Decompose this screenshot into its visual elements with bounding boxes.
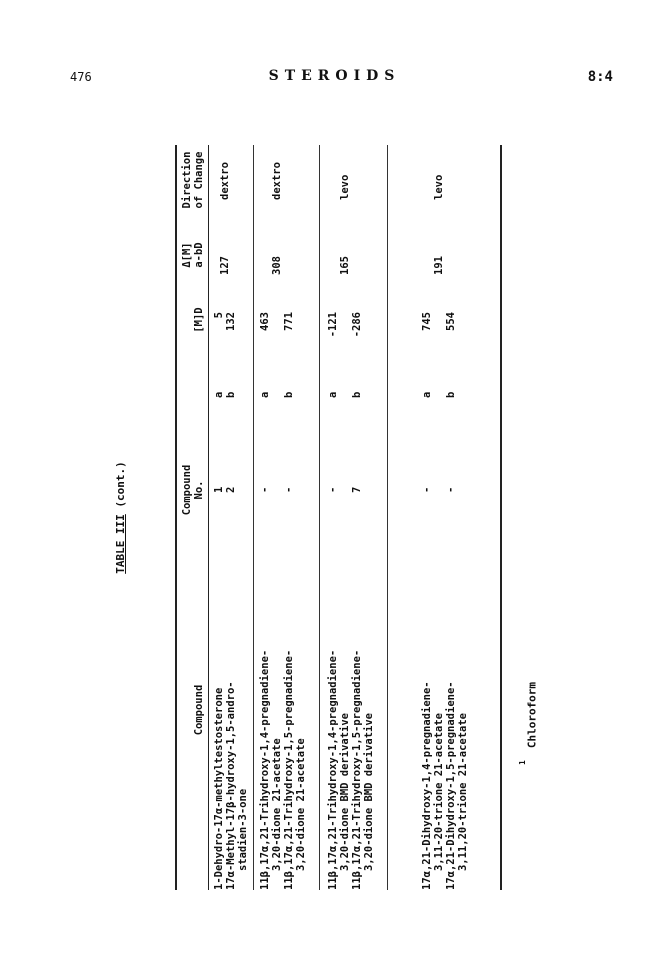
running-head: STEROIDS <box>268 68 401 84</box>
group-rule <box>319 145 320 890</box>
page-number: 476 <box>70 70 92 84</box>
header-compound: Compound <box>193 684 205 736</box>
compound-no-cell: - - <box>259 486 295 493</box>
letter-cell: a b <box>421 391 457 398</box>
letter-cell: a b <box>327 391 363 398</box>
direction-cell: levo <box>339 174 351 200</box>
delta-cell: 127 <box>219 256 231 275</box>
md-cell: 463 771 <box>259 312 295 331</box>
letter-cell: a b <box>213 391 237 398</box>
compound-cell: 11β,17α,21-Trihydroxy-1,4-pregnadiene- 3,20-dione BMD derivative 11β,17α,21-Trihydroxy-1,5-pregnadiene- 3,20-dione BMD derivative <box>327 649 375 890</box>
table-caption <box>115 145 127 890</box>
header-delta <box>181 220 205 290</box>
letter-cell: a b <box>259 391 295 398</box>
table-number: TABLE III <box>114 514 127 574</box>
header-direction-line1: Direction <box>181 151 193 209</box>
delta-cell: 191 <box>433 256 445 275</box>
group-rule <box>387 145 388 890</box>
header-delta-line2: a-bD <box>193 242 205 268</box>
header-compound-no-line1: Compound <box>181 464 193 516</box>
footnote <box>518 681 539 765</box>
compound-cell: 11β,17α,21-Trihydroxy-1,4-pregnadiene- 3,20-dione 21-acetate 11β,17α,21-Trihydroxy-1,5-pregnadiene- 3,20-dione 21-acetate <box>259 649 307 890</box>
table-caption-suffix: (cont.) <box>114 461 127 508</box>
footnote-mark: 1 <box>518 760 527 765</box>
md-cell: -121 -286 <box>327 312 363 338</box>
direction-cell: dextro <box>271 162 283 200</box>
compound-no-cell: 1 2 <box>213 486 237 493</box>
md-cell: 745 554 <box>421 312 457 331</box>
delta-cell: 308 <box>271 256 283 275</box>
compound-no-cell: - 7 <box>327 486 363 493</box>
table-top-rule <box>175 145 177 890</box>
compound-cell: 17α,21-Dihydroxy-1,4-pregnadiene- 3,11-20-trione 21-acetate 17α,21-Dihydroxy-1,5-pregnadiene- 3,11,20-trione 21-acetate <box>421 681 469 890</box>
section-number: 8:4 <box>587 69 613 85</box>
header-direction-line2: of Change <box>193 151 205 209</box>
direction-cell: dextro <box>219 162 231 200</box>
header-delta-line1: Δ[M] <box>181 242 193 268</box>
md-cell: 5 132 <box>213 312 237 331</box>
group-rule <box>253 145 254 890</box>
header-md: [M]D <box>193 307 205 333</box>
table-bottom-rule <box>500 145 502 890</box>
header-compound-no-line2: No. <box>193 480 205 500</box>
header-rule <box>208 145 209 890</box>
page-header <box>0 68 669 92</box>
header-compound-no <box>181 445 205 535</box>
compound-no-cell: - - <box>421 486 457 493</box>
rotated-table <box>115 145 575 890</box>
delta-cell: 165 <box>339 256 351 275</box>
direction-cell: levo <box>433 174 445 200</box>
footnote-text: Chloroform <box>525 681 539 749</box>
header-direction <box>181 140 205 220</box>
compound-cell: 1-Dehydro-17α-methyltestosterone 17α-Methyl-17β-hydroxy-1,5-andro- stadien-3-one <box>213 681 249 890</box>
